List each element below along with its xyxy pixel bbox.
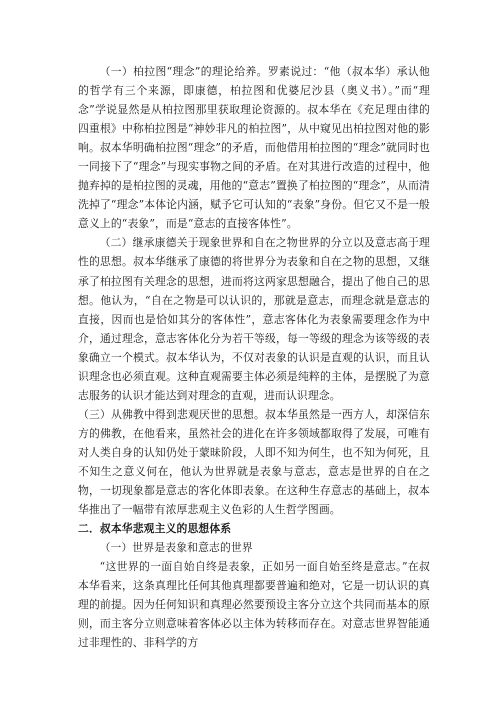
paragraph-buddhism: （三）从佛教中得到悲观厌世的思想。叔本华虽然是一西方人，却深信东方的佛教，在他看来，虽然社会的进化在许多领域都取得了发展，可唯有对人类自身的认知仍处于蒙昧阶段，人即不知为何生，也不知为何死，且不知生之意义何在，他认为世界就是表象与意志，意志是世界的自在之物，一切现象都是意志的客化体即表象。在这种生存意志的基础上，叔本华推出了一幅带有浓厚悲观主义色彩的人生哲学图画。 xyxy=(78,407,430,517)
paragraph-world-representation: “这世界的一面自始自终是表象，正如另一面自始至终是意志。”在叔本华看来，这条真理比任何其他真理都要普遍和绝对，它是一切认识的真理的前提。因为任何知识和真理必然要预设主客分立这个共同而基本的原则，而主客分立则意味着客体必以主体为转移而存在。对意志世界智能通过非理性的、非科学的方 xyxy=(78,560,430,650)
subsection-heading: （一）世界是表象和意志的世界 xyxy=(99,541,253,555)
paragraph-platonic-idea: （一）柏拉图“理念”的理论给养。罗素说过：“他（叔本华）承认他的哲学有三个来源，即康德，柏拉图和优婆尼沙县（奥义书）。”而“理念”学说显然是从柏拉图那里获取理论资源的。叔本华在《充足理由律的四重根》中称柏拉图是“神妙非凡的柏拉图”，从中窥见出柏拉图对他的影响。叔本华明确柏拉图“理念”的矛盾，而他借用柏拉图的“理念”就同时也一同接下了“理念”与现实事物之间的矛盾。在对其进行改造的过程中，他抛弃掉的是柏拉图的灵魂，用他的“意志”置换了柏拉图的“理念”，从而清洗掉了“理念”本体论内涵，赋予它可认知的“表象”身份。但它又不是一般意义上的“表象”，而是“意志的直接客体性”。 xyxy=(78,65,430,231)
section-heading: 二．叔本华悲观主义的思想体系 xyxy=(78,522,232,536)
document-body xyxy=(78,62,430,652)
paragraph-kant-legacy: （二）继承康德关于现象世界和自在之物世界的分立以及意志高于理性的思想。叔本华继承了康德的将世界分为表象和自在之物的思想，又继承了柏拉图有关理念的思想，进而将这两家思想融合，提出了他自己的思想。他认为，“自在之物是可以认识的，那就是意志，而理念就是意志的直接，因而也是恰如其分的客体性”，意志客体化为表象需要理念作为中介，通过理念，意志客体化分为若干等级，每一等级的理念为该等级的表象确立一个模式。叔本华认为，不仅对表象的认识是直观的认识，而且认识理念也必须直观。这种直观需要主体必须是纯粹的主体，是摆脱了为意志服务的认识才能达到对理念的直观，进而认识理念。 xyxy=(78,236,430,402)
